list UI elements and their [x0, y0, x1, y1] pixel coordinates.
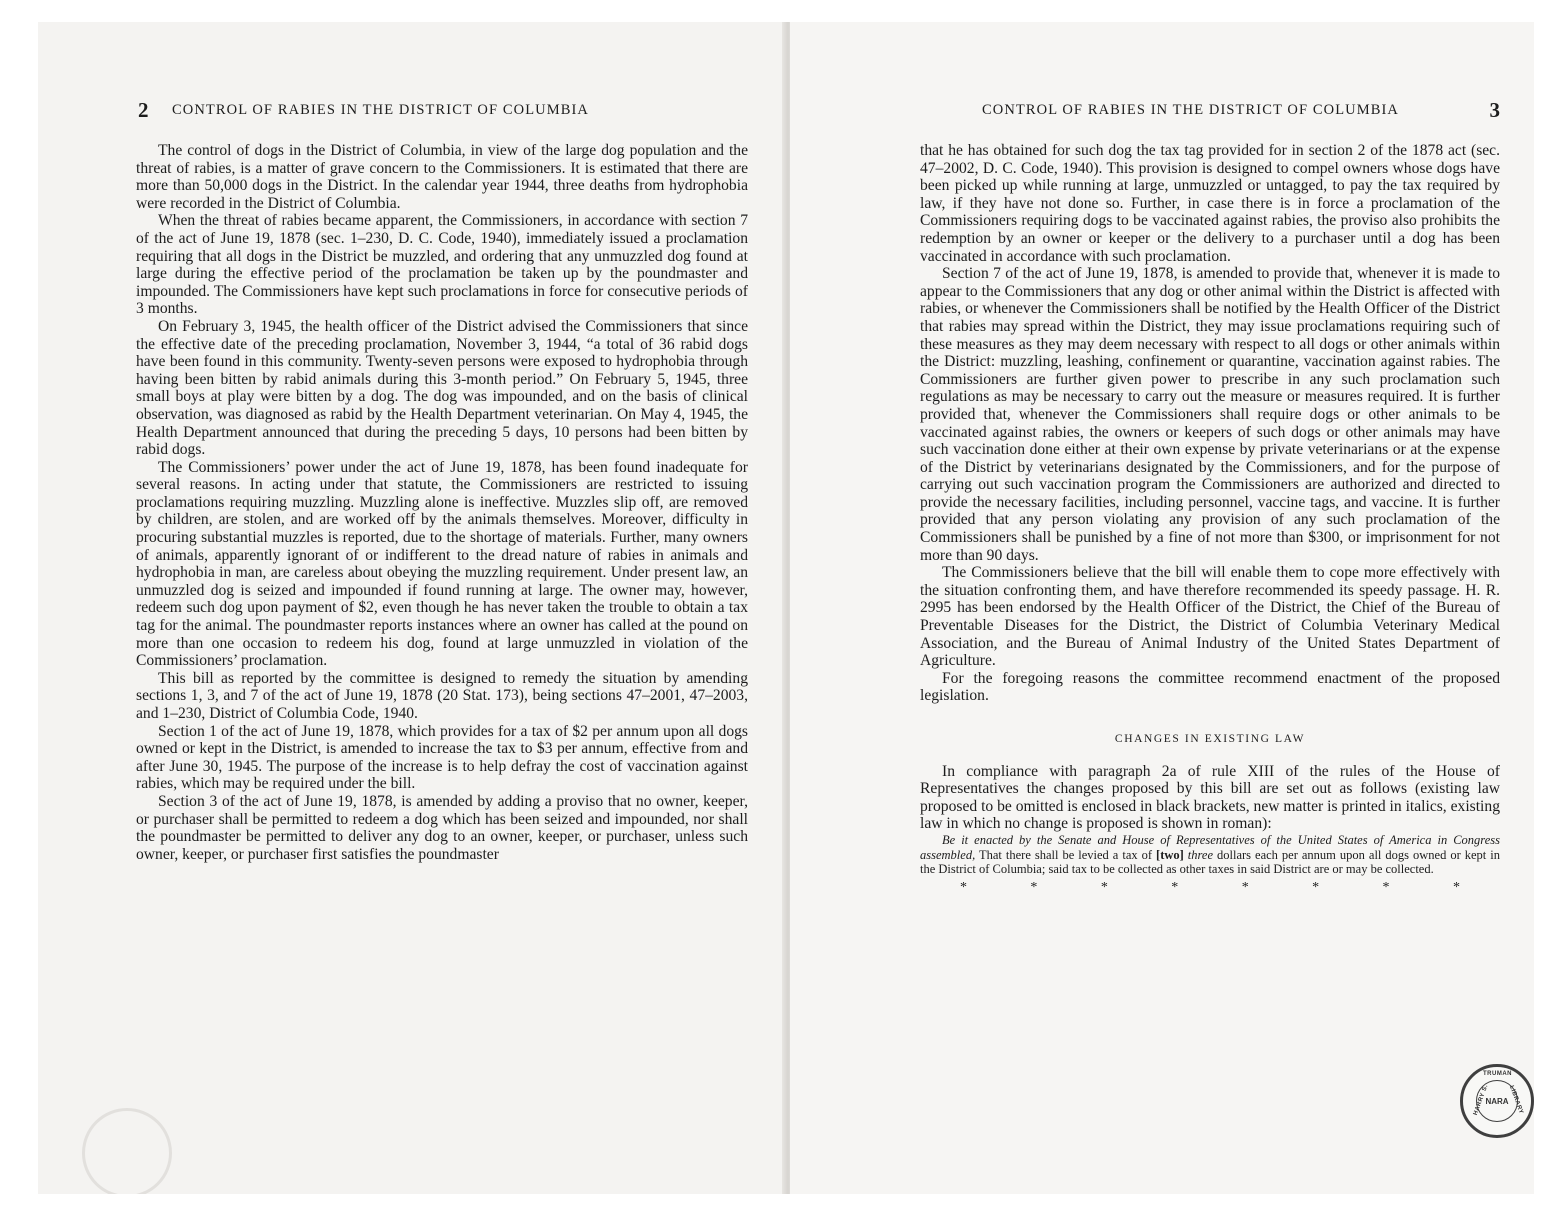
left-page-body	[136, 142, 748, 863]
stamp-center-text: NARA	[1485, 1096, 1509, 1106]
right-page	[790, 22, 1534, 1194]
paragraph: This bill as reported by the committee is designed to remedy the situation by amending sections 1, 3, and 7 of the act of June 19, 1878 (20 Stat. 173), being sections 47–2001, 47–2003, and 1–230, District of Columbia Code, 1940.	[136, 669, 748, 722]
stamp-left-text: HARRY S.	[1472, 1083, 1490, 1117]
stamp-top-text: TRUMAN	[1483, 1071, 1512, 1077]
struck-text: [two]	[1156, 847, 1184, 862]
asterisk: *	[1312, 879, 1320, 895]
paragraph: On February 3, 1945, the health officer of the District advised the Commissioners that since the effective date of the preceding proclamation, November 3, 1944, “a total of 36 rabid dogs have been found in this community. Twenty-seven persons were exposed to hydrophobia through having been bitten by rabid animals during this 3-month period.” On February 5, 1945, three small boys at play were bitten by a dog. The dog was impounded, and on the basis of clinical observation, was diagnosed as rabid by the Health Department veterinarian. On May 4, 1945, the Health Department announced that during the preceding 5 days, 10 persons had been bitten by rabid dogs.	[136, 317, 748, 459]
paragraph: The Commissioners’ power under the act of June 19, 1878, has been found inadequate for several reasons. In acting under that statute, the Commissioners are restricted to issuing proclamations requiring muzzling. Muzzling alone is ineffective. Muzzles slip off, are removed by children, are stolen, and are worked off by the animals themselves. Moreover, difficulty in procuring substantial muzzles is reported, due to the shortage of materials. Further, many owners of animals, apparently ignorant of or indifferent to the dread nature of rabies in animals and hydrophobia in man, are careless about obeying the muzzling requirement. Under present law, an unmuzzled dog is seized and impounded if found running at large. The owner may, however, redeem such dog upon payment of $2, even though he has never taken the trouble to obtain a tax tag for the animal. The poundmaster reports instances where an owner has called at the pound on more than one occasion to redeem his dog, found at large unmuzzled in violation of the Commissioners’ proclamation.	[136, 458, 748, 670]
paragraph: Section 7 of the act of June 19, 1878, is amended to provide that, whenever it is made to appear to the Commissioners that any dog or other animal within the District is affected with rabies, or whenever the Commissioners shall be notified by the Health Officer of the District that rabies may spread within the District, they may issue proclamations requiring such of these measures as they may deem necessary with respect to all dogs or other animals within the District: muzzling, leashing, confinement or quarantine, vaccination against rabies. The Commissioners are further given power to prescribe in any such proclamation such regulations as may be necessary to carry out the measure or measures required. It is further provided that, whenever the Commissioners shall require dogs or other animals to be vaccinated against rabies, the owners or keepers of such dogs or other animals may have such vaccination done either at their own expense by private veterinarians or at the expense of the District by veterinarians designated by the Commissioners, and for the purpose of carrying out such vaccination program the Commissioners are authorized and directed to provide the necessary facilities, including personnel, vaccine tags, and vaccine. It is further provided that any person violating any provision of any such proclamation of the Commissioners shall be punished by a fine of not more than $300, or imprisonment for not more than 90 days.	[920, 265, 1500, 564]
left-page	[38, 22, 786, 1194]
section-heading: CHANGES IN EXISTING LAW	[1114, 733, 1306, 745]
enacting-clause: Be it enacted by the Senate and House of Representatives of the United States of America in Congress assembled,	[920, 832, 1500, 862]
omission-asterisks	[920, 879, 1500, 897]
paragraph: Section 1 of the act of June 19, 1878, which provides for a tax of $2 per annum upon all dogs owned or kept in the District, is amended to increase the tax to $3 per annum, effective from and after June 30, 1945. The purpose of the increase is to help defray the cost of vaccination against rabies, which may be required under the bill.	[136, 722, 748, 793]
asterisk: *	[1030, 879, 1038, 895]
left-page-header	[138, 98, 750, 128]
left-running-head: CONTROL OF RABIES IN THE DISTRICT OF COLUMBIA	[172, 102, 589, 118]
inserted-text: three	[1183, 847, 1214, 862]
right-page-number: 3	[1489, 98, 1500, 122]
stamp-right-text: LIBRARY	[1508, 1084, 1524, 1116]
quote-text: dollars each per annum upon all dogs owned or kept in the District of Columbia; said tax to be collected as other taxes in said District are or may be collected.	[920, 847, 1500, 877]
right-page-header	[920, 98, 1500, 128]
paragraph: Section 3 of the act of June 19, 1878, is amended by adding a proviso that no owner, keeper, or purchaser shall be permitted to redeem a dog which has been seized and impounded, nor shall the poundmaster be permitted to deliver any dog to an owner, keeper, or purchaser, unless such owner, keeper, or purchaser first satisfies the poundmaster	[136, 792, 748, 863]
paragraph: In compliance with paragraph 2a of rule XIII of the rules of the House of Representatives the changes proposed by this bill are set out as follows (existing law proposed to be omitted is enclosed in black brackets, new matter is printed in italics, existing law in which no change is proposed is shown in roman):	[920, 762, 1500, 833]
faint-library-stamp-icon	[82, 1108, 172, 1194]
truman-library-stamp-icon	[1460, 1064, 1534, 1138]
asterisk: *	[1452, 879, 1460, 895]
quote-text: That there shall be levied a tax of	[975, 847, 1157, 862]
continuation-paragraph: that he has obtained for such dog the tax tag provided for in section 2 of the 1878 act (sec. 47–2002, D. C. Code, 1940). This provision is designed to compel owners whose dogs have been picked up while running at large, unmuzzled or untagged, to pay the tax required by law, if they have not done so. Further, in case there is in force a proclamation of the Commissioners requiring dogs to be vaccinated against rabies, the proviso also prohibits the redemption by an owner or keeper or the delivery to a purchaser until a dog has been vaccinated in accordance with such proclamation.	[920, 142, 1500, 265]
left-page-number: 2	[138, 98, 149, 122]
right-page-body	[920, 142, 1500, 896]
asterisk: *	[1100, 879, 1108, 895]
right-running-head: CONTROL OF RABIES IN THE DISTRICT OF COLUMBIA	[982, 102, 1399, 118]
statute-quote	[920, 833, 1500, 877]
paragraph: The Commissioners believe that the bill will enable them to cope more effectively with the situation confronting them, and have therefore recommended its speedy passage. H. R. 2995 has been endorsed by the Health Officer of the District, the Chief of the Bureau of Preventable Diseases for the District, the District of Columbia Veterinary Medical Association, and the Bureau of Animal Industry of the United States Department of Agriculture.	[920, 564, 1500, 670]
asterisk: *	[1241, 879, 1249, 895]
asterisk: *	[1382, 879, 1390, 895]
scanned-spread	[38, 22, 1534, 1194]
asterisk: *	[960, 879, 967, 895]
asterisk: *	[1171, 879, 1179, 895]
paragraph: The control of dogs in the District of Columbia, in view of the large dog population and the threat of rabies, is a matter of grave concern to the Commissioners. It is estimated that there are more than 50,000 dogs in the District. In the calendar year 1944, three deaths from hydrophobia were recorded in the District of Columbia.	[136, 142, 748, 212]
paragraph: When the threat of rabies became apparent, the Commissioners, in accordance with section 7 of the act of June 19, 1878 (sec. 1–230, D. C. Code, 1940), immediately issued a proclamation requiring that all dogs in the District be muzzled, and ordering that any unmuzzled dog found at large during the effective period of the proclamation be taken up by the poundmaster and impounded. The Commissioners have kept such proclamations in force for consecutive periods of 3 months.	[136, 212, 748, 318]
paragraph: For the foregoing reasons the committee recommend enactment of the proposed legislation.	[920, 669, 1500, 705]
